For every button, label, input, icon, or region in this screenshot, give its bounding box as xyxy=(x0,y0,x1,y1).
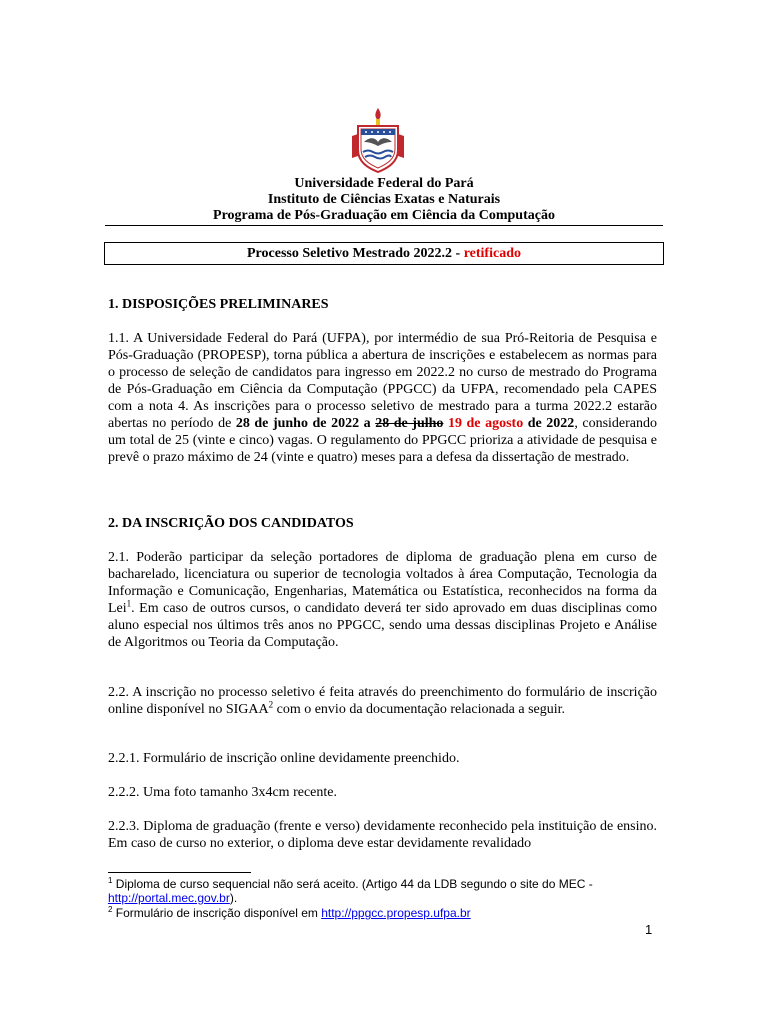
paragraph-2-2: 2.2. A inscrição no processo seletivo é feita através do preenchimento do formulário de inscrição online disponível no SIGAA$^2$ com o envio da documentação relacionada a seguir. xyxy=(108,685,657,717)
document-title-box xyxy=(104,242,664,265)
ufpa-seal-logo xyxy=(348,106,408,174)
paragraph-2-1: 2.1. Poderão participar da seleção portadores de diploma de graduação plena em curso de bacharelado, licenciatura ou superior de tecnologia voltados à área Computação, Tecnologia da Informação e Comunicação, Engenharias, Matemática ou Estatística, reconhecidos na forma da Lei$^1$. Em caso de outros cursos, o candidato deverá ter sido aprovado em duas disciplinas como aluno especial nos últimos três anos no PPGCC, sendo uma dessas disciplinas Projeto e Análise de Algoritmos ou Teoria da Computação. xyxy=(108,550,657,650)
footnote-divider xyxy=(108,872,251,873)
date-new: 19 de agosto xyxy=(443,416,524,431)
paragraph-2-2-2: 2.2.2. Uma foto tamanho 3x4cm recente. xyxy=(108,785,337,800)
paragraph-2-2-1: 2.2.1. Formulário de inscrição online devidamente preenchido. xyxy=(108,751,460,766)
date-old-struck: 28 de julho xyxy=(375,416,444,431)
rectified-label: retificado xyxy=(463,246,521,261)
institution-header xyxy=(105,176,663,224)
ppgcc-link[interactable]: http://ppgcc.propesp.ufpa.br xyxy=(321,906,471,920)
program-name: Programa de Pós-Graduação em Ciência da Computação xyxy=(213,208,555,223)
date-start: 28 de junho de 2022 a xyxy=(235,416,376,431)
section-2-title: 2. DA INSCRIÇÃO DOS CANDIDATOS xyxy=(108,516,354,531)
footnote-2: $^2$ Formulário de inscrição disponível em http://ppgcc.propesp.ufpa.br xyxy=(108,905,471,920)
institute-name: Instituto de Ciências Exatas e Naturais xyxy=(267,192,501,207)
section-1-title: 1. DISPOSIÇÕES PRELIMINARES xyxy=(108,297,329,312)
header-divider xyxy=(105,225,663,226)
mec-link[interactable]: http://portal.mec.gov.br xyxy=(108,891,230,905)
page-number: 1 xyxy=(645,922,653,937)
document-title: Processo Seletivo Mestrado 2022.2 - xyxy=(247,246,464,261)
footnote-ref-2: 2 xyxy=(268,699,274,710)
footnote-ref-1: 1 xyxy=(126,598,132,609)
paragraph-2-2-3: 2.2.3. Diploma de graduação (frente e verso) devidamente reconhecido pela instituição de ensino. Em caso de curso no exterior, o diploma deve estar devidamente revalidado xyxy=(108,819,657,851)
footnote-1: $^1$ Diploma de curso sequencial não será aceito. (Artigo 44 da LDB segundo o site do MEC - http://portal.mec.gov.br). xyxy=(108,876,593,905)
date-year: de 2022 xyxy=(523,416,575,431)
paragraph-1-1: 1.1. A Universidade Federal do Pará (UFPA), por intermédio de sua Pró-Reitoria de Pesquisa e Pós-Graduação (PROPESP), torna pública a abertura de inscrições e estabelecem as normas para o processo de seleção de candidatos para ingresso em 2022.2 no curso de mestrado do Programa de Pós-Graduação em Ciência da Computação (PPGCC) da UFPA, recomendado pela CAPES com a nota 4. As inscrições para o processo seletivo de mestrado para a turma 2022.2 estarão abertas no período de 28 de junho de 2022 a 28 de julho 19 de agosto de 2022, considerando um total de 25 (vinte e cinco) vagas. O regulamento do PPGCC prioriza a atividade de pesquisa e prevê o prazo máximo de 24 (vinte e quatro) meses para a defesa da dissertação de mestrado. xyxy=(108,331,658,465)
university-name: Universidade Federal do Pará xyxy=(294,176,474,191)
